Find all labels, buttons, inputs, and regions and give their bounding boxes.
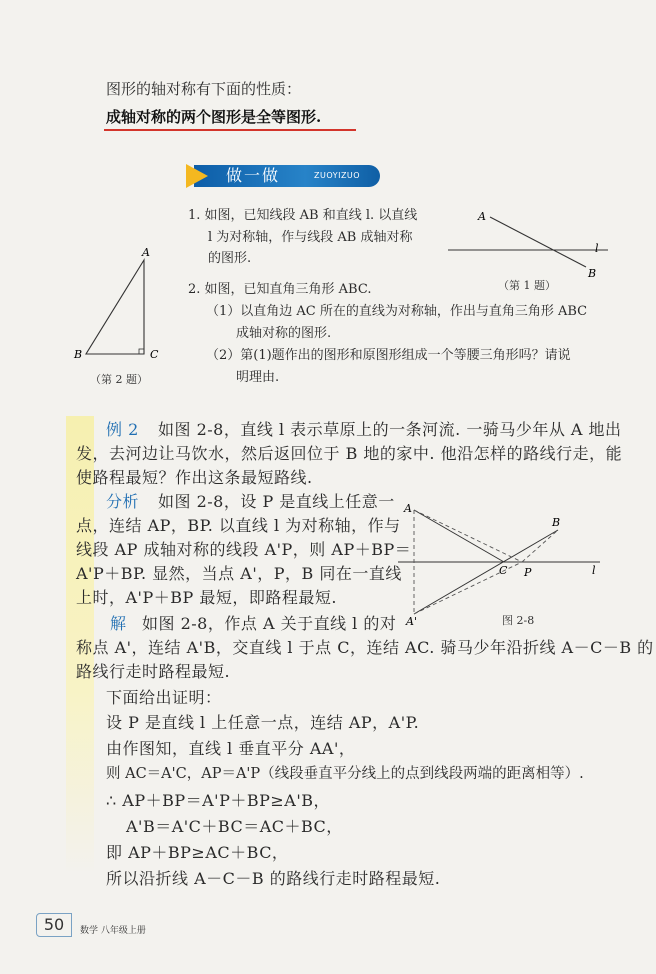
activity-banner (186, 164, 380, 188)
segment-ac (414, 510, 504, 562)
proof-line-2: 由作图知，直线 l 垂直平分 AA'， (106, 739, 356, 758)
solution-line-3: 路线行走时路程最短. (76, 662, 231, 681)
property-statement: 成轴对称的两个图形是全等图形. (106, 108, 322, 126)
label-b: B (588, 267, 597, 280)
example-line-1: 如图 2-8，直线 l 表示草原上的一条河流. 一骑马少年从 A 地出 (158, 420, 622, 439)
segment-bp (522, 530, 558, 562)
proof-intro: 下面给出证明： (106, 688, 222, 707)
exercise-2-line-1: 2. 如图，已知直角三角形 ABC. (188, 282, 372, 297)
exercise-2-1-line-1: （1）以直角边 AC 所在的直线为对称轴，作出与直角三角形 ABC (206, 304, 588, 319)
proof-line-6: 即 AP＋BP≥AC＋BC， (106, 843, 289, 862)
proof-line-7: 所以沿折线 A－C－B 的路线行走时路程最短. (106, 869, 441, 888)
exercise-1-line-2: l 为对称轴，作与线段 AB 成轴对称 (208, 230, 413, 245)
analysis-line-2: 点，连结 AP，BP. 以直线 l 为对称轴，作与 (76, 516, 401, 535)
exercise-2-2-line-2: 明理由. (236, 370, 280, 385)
label-l: l (592, 564, 596, 577)
banner-title: 做一做 (226, 166, 281, 185)
exercise-1-line-3: 的图形. (208, 251, 252, 266)
solution-label: 解 (110, 614, 127, 633)
proof-line-1: 设 P 是直线 l 上任意一点，连结 AP，A'P. (106, 713, 420, 732)
exercise-2-1-line-2: 成轴对称的图形. (236, 326, 332, 341)
right-angle-mark (139, 349, 144, 354)
label-a: A (142, 246, 150, 259)
analysis-label: 分析 (106, 492, 140, 511)
analysis-line-1: 如图 2-8，设 P 是直线上任意一 (158, 492, 395, 511)
label-c: C (499, 564, 508, 577)
analysis-line-5: 上时，A'P＋BP 最短，即路程最短. (76, 588, 337, 607)
label-l: l (595, 242, 599, 255)
example-line-3: 使路程最短？作出这条最短路线. (76, 468, 313, 487)
example-label: 例 2 (106, 420, 139, 439)
label-c: C (150, 348, 159, 361)
figure-2-caption: （第 2 题） (90, 373, 148, 386)
label-a: A (404, 502, 412, 515)
figure-exercise-2 (66, 246, 176, 368)
figure-1-caption: （第 1 题） (498, 279, 556, 292)
banner-arrow-icon (186, 164, 208, 188)
label-b: B (74, 348, 83, 361)
triangle-abc (86, 260, 144, 354)
example-line-2: 发，去河边让马饮水，然后返回位于 B 地的家中. 他沿怎样的路线行走，能 (76, 444, 623, 463)
page-number: 50 (36, 913, 72, 937)
solution-line-1: 如图 2-8，作点 A 关于直线 l 的对 (142, 614, 397, 633)
proof-line-4: ∴ AP＋BP＝A'P＋BP≥A'B， (106, 791, 330, 810)
exercise-2-2-line-1: （2）第(1)题作出的图形和原图形组成一个等腰三角形吗？请说 (206, 348, 571, 363)
analysis-line-3: 线段 AP 成轴对称的线段 A'P，则 AP＋BP＝ (76, 540, 412, 559)
segment-a-prime-b (414, 530, 558, 614)
exercise-1-line-1: 1. 如图，已知线段 AB 和直线 l. 以直线 (188, 208, 418, 223)
proof-line-5: A'B＝A'C＋BC＝AC＋BC， (126, 817, 343, 836)
proof-line-3: 则 AC＝A'C，AP＝A'P（线段垂直平分线上的点到线段两端的距离相等）. (106, 766, 584, 782)
underline-decoration (104, 129, 356, 131)
banner-subtitle: ZUOYIZUO (314, 171, 361, 180)
label-b: B (552, 516, 561, 529)
book-title: 数学 八年级上册 (80, 926, 146, 936)
label-a: A (478, 210, 486, 223)
segment-ap (414, 510, 522, 562)
property-intro: 图形的轴对称有下面的性质： (106, 80, 302, 98)
figure-2-8 (396, 498, 606, 630)
solution-line-2: 称点 A'，连结 A'B，交直线 l 于点 C，连结 AC. 骑马少年沿折线 A－C－B 的 (76, 638, 654, 657)
figure-2-8-caption: 图 2-8 (502, 614, 535, 627)
label-p: P (524, 566, 532, 579)
label-a-prime: A' (406, 615, 417, 628)
analysis-line-4: A'P＋BP. 显然，当点 A'，P，B 同在一直线 (76, 564, 402, 583)
segment-ab (490, 217, 586, 267)
